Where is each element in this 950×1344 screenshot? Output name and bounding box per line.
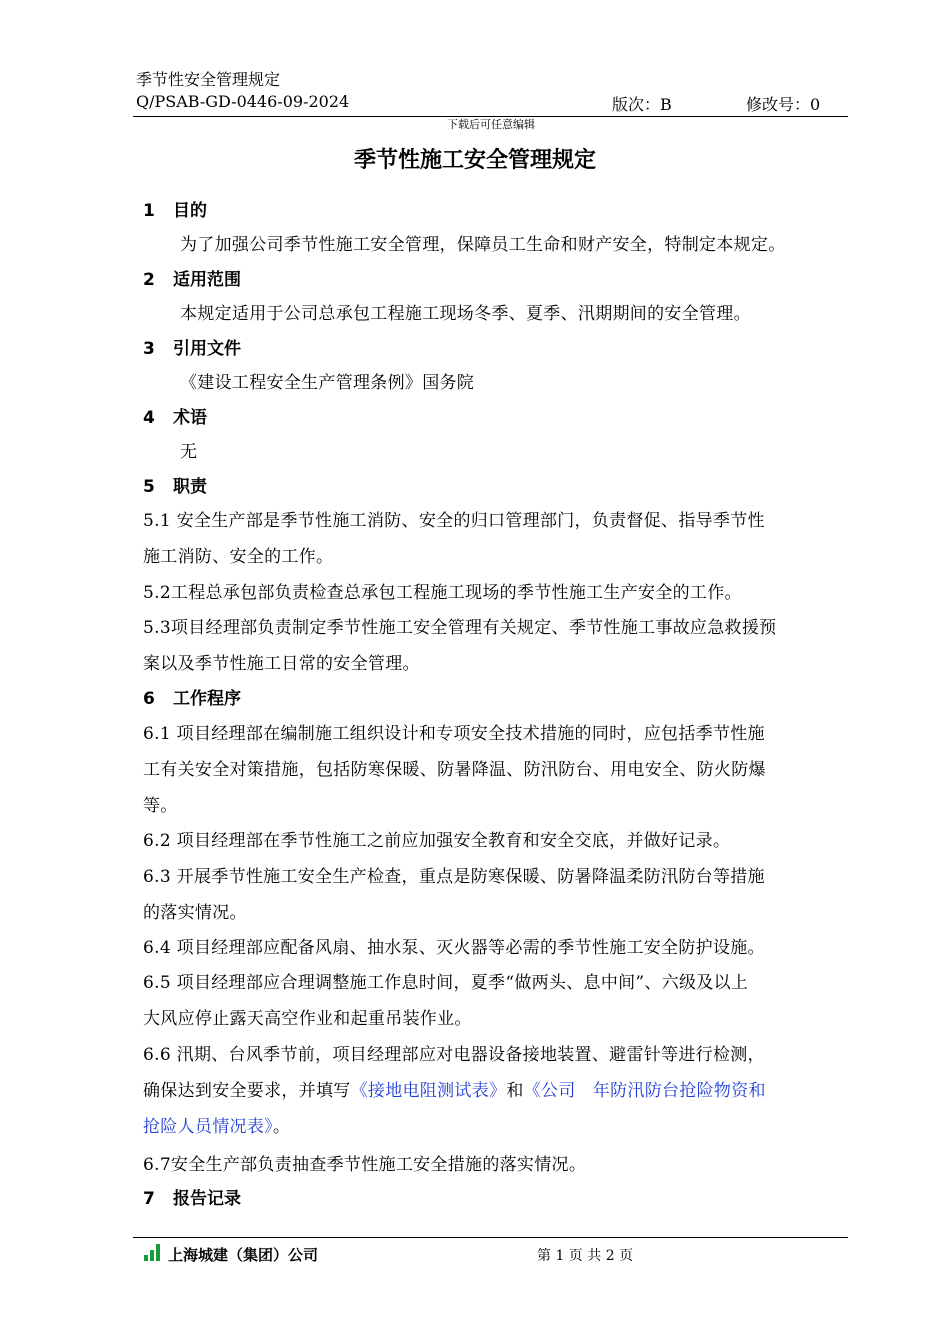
paragraph-line: 5.3项目经理部负责制定季节性施工安全管理有关规定、季节性施工事故应急救援预 [143, 618, 777, 638]
section-title: 报告记录 [173, 1189, 241, 1209]
paragraph-line: 等。 [143, 796, 178, 816]
paragraph-line: 案以及季节性施工日常的安全管理。 [143, 654, 420, 674]
paragraph-line: 工有关安全对策措施，包括防寒保暖、防暑降温、防汛防台、用电安全、防火防爆 [143, 760, 766, 780]
paragraph: 本规定适用于公司总承包工程施工现场冬季、夏季、汛期期间的安全管理。 [180, 304, 751, 324]
section-number: 1 [143, 201, 155, 221]
doc-code: Q/PSAB-GD-0446-09-2024 [136, 92, 350, 111]
section-heading-1 [143, 196, 207, 221]
form-link-grounding-test[interactable]: 《接地电阻测试表》 [350, 1081, 507, 1101]
section-title: 工作程序 [173, 689, 241, 709]
section-heading-7 [143, 1184, 241, 1209]
company-logo-icon [143, 1242, 163, 1262]
section-number: 5 [143, 477, 155, 497]
form-link-flood-materials-cont[interactable]: 抢险人员情况表》 [143, 1117, 273, 1137]
section-number: 4 [143, 408, 155, 428]
download-note: 下载后可任意编辑 [447, 118, 535, 131]
doc-name: 季节性安全管理规定 [136, 70, 281, 89]
paragraph-line: 的落实情况。 [143, 903, 247, 923]
paragraph-line: 6.3 开展季节性施工安全生产检查，重点是防寒保暖、防暑降温柔防汛防台等措施 [143, 867, 765, 887]
section-title: 目的 [173, 201, 207, 221]
text-run: 。 [272, 1117, 291, 1137]
section-heading-2 [143, 265, 241, 290]
paragraph-line [143, 1076, 766, 1101]
section-heading-4 [143, 403, 207, 428]
section-number: 7 [143, 1189, 155, 1209]
text-run: 和 [506, 1081, 524, 1101]
paragraph-line [143, 1112, 290, 1137]
paragraph: 为了加强公司季节性施工安全管理，保障员工生命和财产安全，特制定本规定。 [180, 235, 786, 255]
section-heading-6 [143, 684, 241, 709]
paragraph-line: 6.1 项目经理部在编制施工组织设计和专项安全技术措施的同时，应包括季节性施 [143, 724, 765, 744]
paragraph-line: 大风应停止露天高空作业和起重吊装作业。 [143, 1009, 472, 1029]
paragraph-line: 6.7安全生产部负责抽查季节性施工安全措施的落实情况。 [143, 1155, 587, 1175]
paragraph-line: 施工消防、安全的工作。 [143, 547, 334, 567]
section-number: 2 [143, 270, 155, 290]
text-run: 确保达到安全要求，并填写 [143, 1081, 351, 1101]
section-title: 引用文件 [173, 339, 241, 359]
section-title: 术语 [173, 408, 207, 428]
section-heading-5 [143, 472, 207, 497]
paragraph-line: 5.2工程总承包部负责检查总承包工程施工现场的季节性施工生产安全的工作。 [143, 583, 742, 603]
company-name: 上海城建（集团）公司 [168, 1246, 319, 1264]
form-link-flood-materials[interactable]: 《公司 年防汛防台抢险物资和 [523, 1081, 766, 1101]
page-info: 第 1 页 共 2 页 [537, 1248, 634, 1264]
paragraph-line: 5.1 安全生产部是季节性施工消防、安全的归口管理部门，负责督促、指导季节性 [143, 511, 765, 531]
section-heading-3 [143, 334, 241, 359]
paragraph-line: 6.2 项目经理部在季节性施工之前应加强安全教育和安全交底，并做好记录。 [143, 831, 731, 851]
paragraph: 《建设工程安全生产管理条例》国务院 [180, 373, 475, 393]
paragraph-line: 6.5 项目经理部应合理调整施工作息时间，夏季“做两头、息中间”、六级及以上 [143, 973, 749, 993]
section-title: 职责 [173, 477, 207, 497]
section-number: 6 [143, 689, 155, 709]
paragraph: 无 [180, 442, 198, 462]
revision-label: 修改号：0 [746, 95, 821, 114]
footer-rule [133, 1237, 848, 1238]
version-label: 版次：B [612, 95, 672, 114]
section-title: 适用范围 [173, 270, 241, 290]
paragraph-line: 6.4 项目经理部应配备风扇、抽水泵、灭火器等必需的季节性施工安全防护设施。 [143, 938, 765, 958]
section-number: 3 [143, 339, 155, 359]
page-title: 季节性施工安全管理规定 [353, 148, 596, 173]
paragraph-line: 6.6 汛期、台风季节前，项目经理部应对电器设备接地装置、避雷针等进行检测， [143, 1045, 765, 1065]
